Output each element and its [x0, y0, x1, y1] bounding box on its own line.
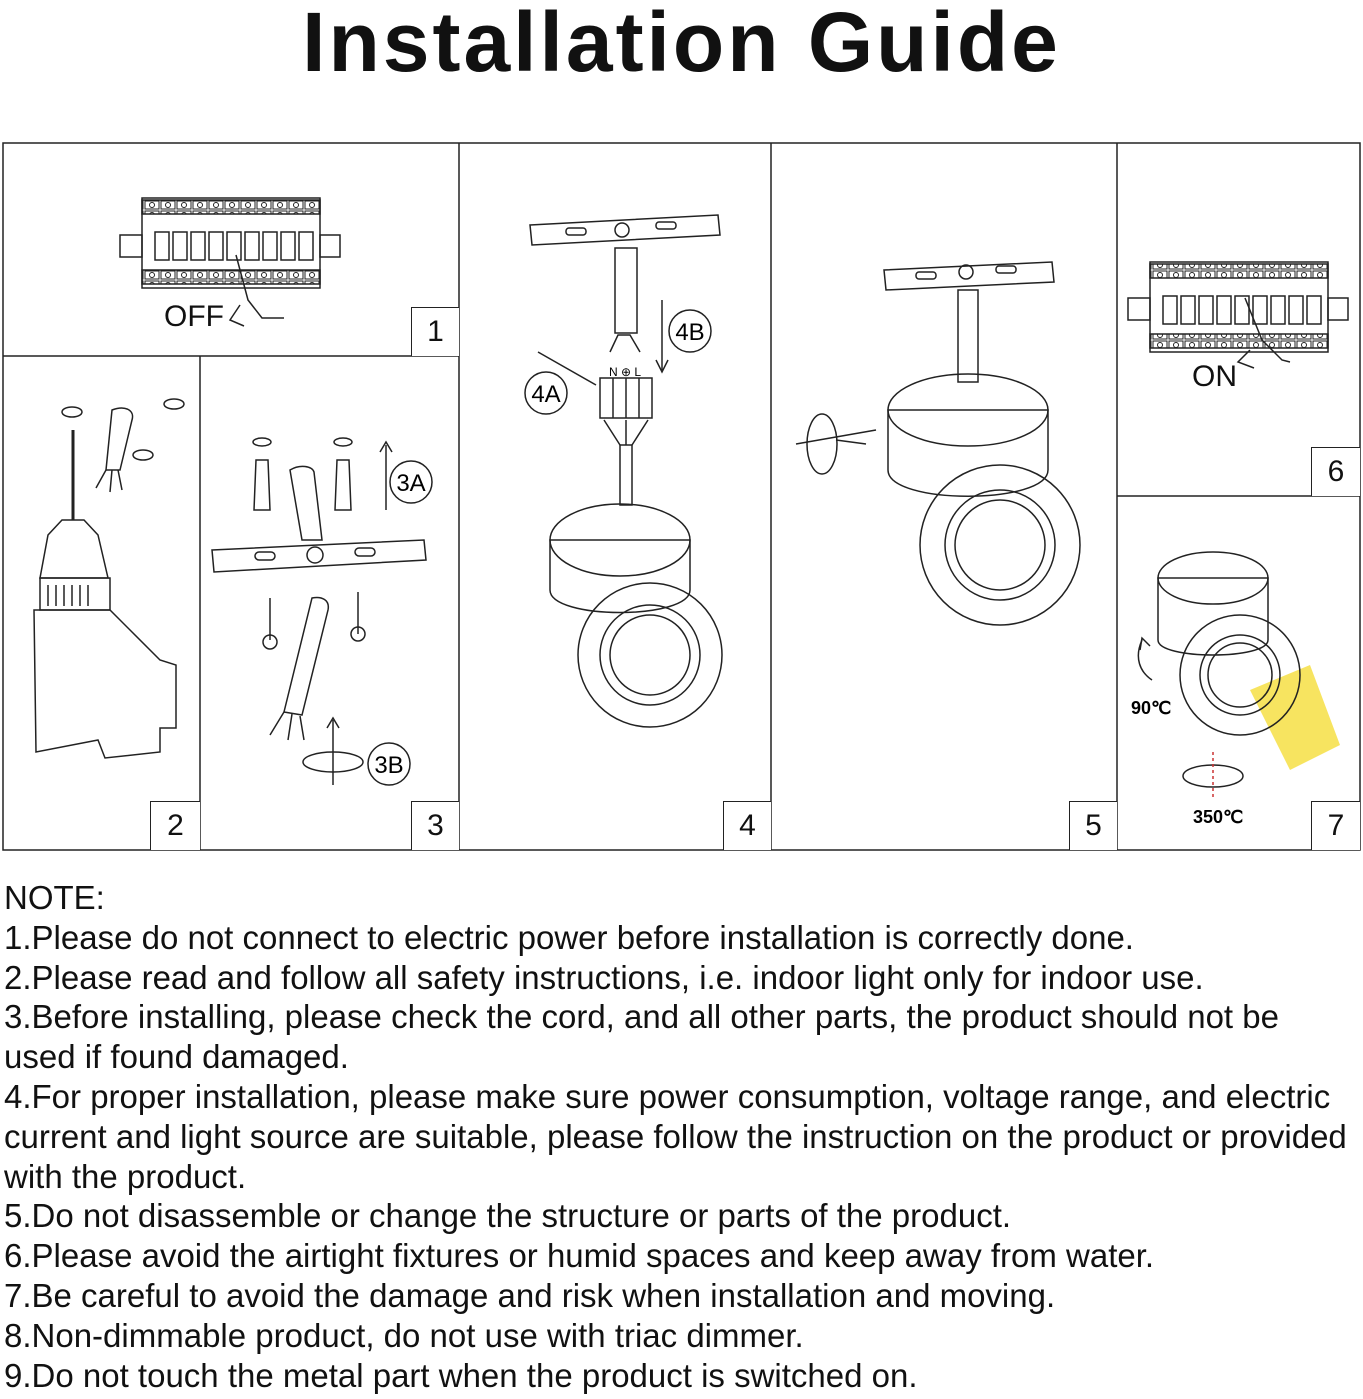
wiring-fixture-icon [525, 215, 722, 727]
note-item: 8.Non-dimmable product, do not use with triac dimmer. [4, 1316, 804, 1354]
note-item: 9.Do not touch the metal part when the product is switched on. [4, 1356, 918, 1394]
step-4b-label: 4B [675, 319, 705, 346]
notes-section [4, 878, 1359, 1395]
breaker-panel-icon [120, 198, 340, 326]
note-item: 3.Before installing, please check the cord, and all other parts, the product should not be used if found damaged. [4, 998, 1279, 1076]
breaker-panel-on-icon [1128, 262, 1348, 368]
notes-heading: NOTE: [4, 879, 105, 916]
step-3-number: 3 [411, 801, 459, 850]
rotation-350-label: 350℃ [1193, 807, 1244, 827]
note-item: 4.For proper installation, please make sure power consumption, voltage range, and electric current and light source are suitable, please follow the instruction on the product or provided with the product. [4, 1077, 1347, 1195]
on-label: ON [1192, 360, 1237, 393]
step-6-number: 6 [1311, 447, 1360, 496]
step-1-number: 1 [411, 307, 459, 356]
terminal-label: N ⊕ L [608, 365, 642, 379]
fixture-icon [796, 262, 1080, 625]
note-item: 5.Do not disassemble or change the structure or parts of the product. [4, 1197, 1012, 1235]
step-3a-label: 3A [396, 470, 426, 497]
rotating-fixture-icon [1138, 552, 1340, 798]
step-5-number: 5 [1069, 801, 1117, 850]
rotation-90-label: 90℃ [1131, 698, 1172, 718]
note-item: 1.Please do not connect to electric power before installation is correctly done. [4, 918, 1134, 956]
drill-icon [34, 399, 184, 758]
page-title: Installation Guide [302, 0, 1061, 89]
note-item: 2.Please read and follow all safety instructions, i.e. indoor light only for indoor use. [4, 958, 1204, 996]
step-3b-label: 3B [374, 752, 404, 779]
step-4-number: 4 [723, 801, 771, 850]
step-2-number: 2 [150, 801, 200, 850]
note-item: 6.Please avoid the airtight fixtures or humid spaces and keep away from water. [4, 1237, 1155, 1275]
note-item: 7.Be careful to avoid the damage and risk when installation and moving. [4, 1276, 1056, 1314]
off-label: OFF [164, 300, 224, 333]
step-4a-label: 4A [531, 381, 561, 408]
step-7-number: 7 [1311, 801, 1360, 850]
